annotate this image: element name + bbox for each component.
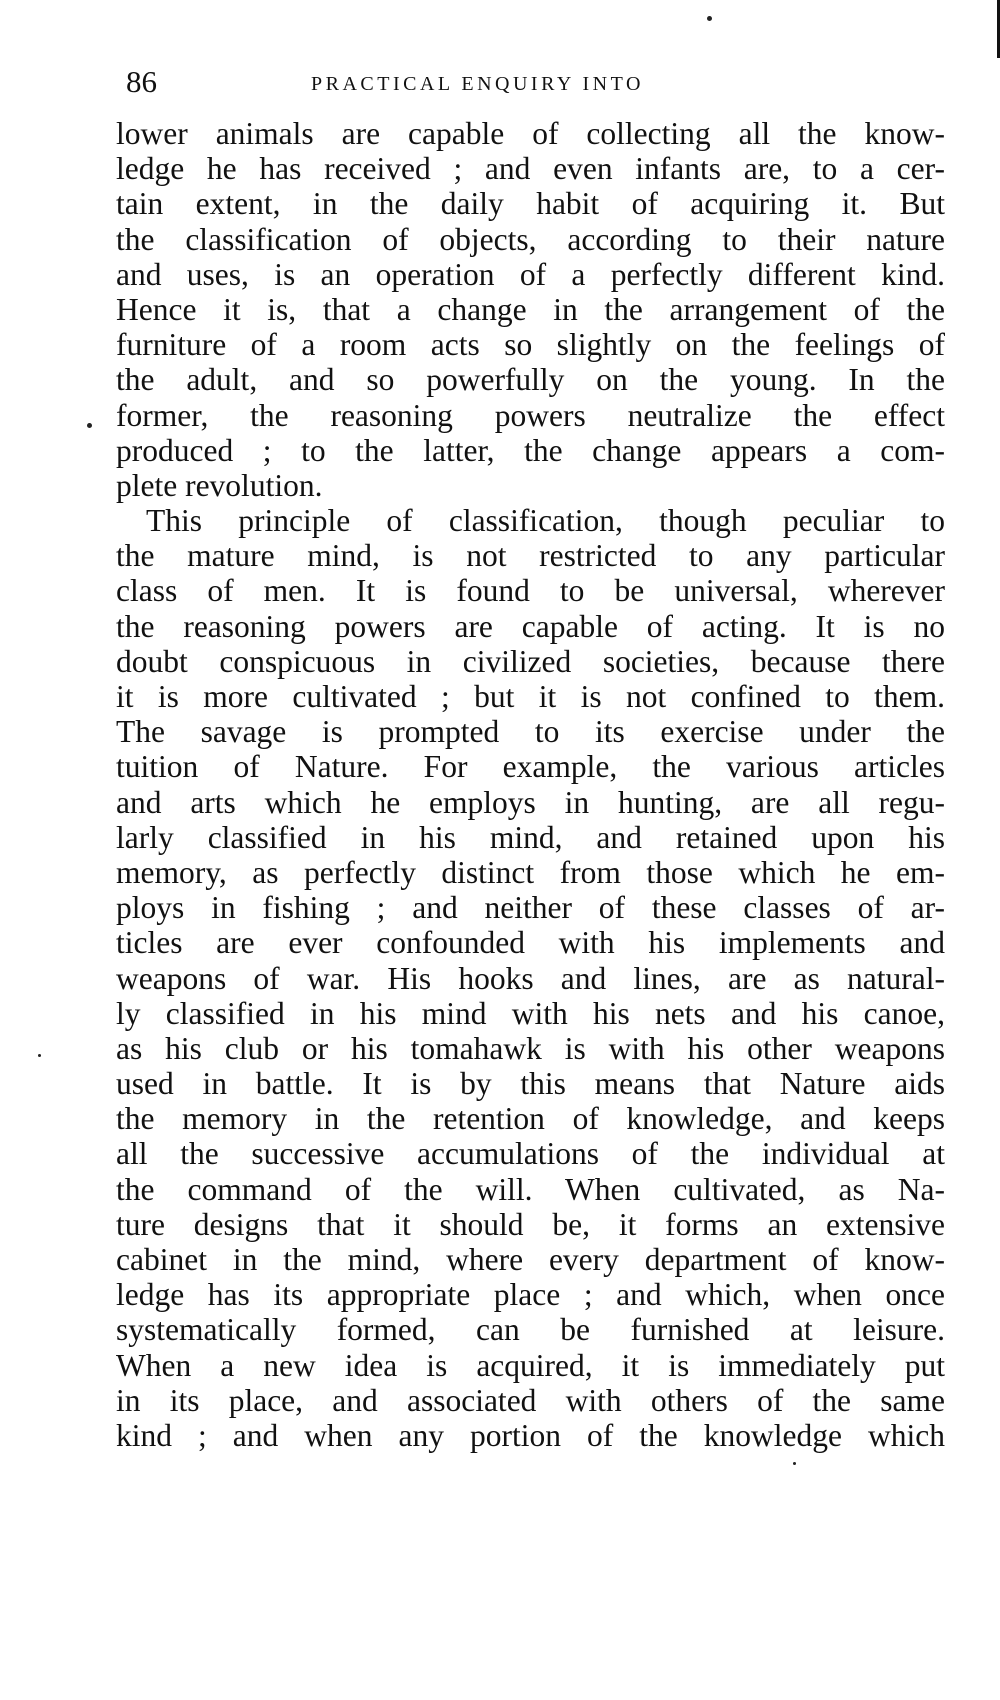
text-line: tuition of Nature. For example, the various articles xyxy=(116,749,945,785)
ink-speck xyxy=(87,423,92,428)
ink-speck xyxy=(707,16,712,21)
text-line: as his club or his tomahawk is with his other weapons xyxy=(116,1030,945,1066)
page-number: 86 xyxy=(126,64,157,99)
text-line: cabinet in the mind, where every department of know- xyxy=(116,1242,945,1277)
text-line: ledge he has received ; and even infants are, to a cer- xyxy=(116,151,945,187)
text-line: kind ; and when any portion of the knowledge which xyxy=(116,1417,945,1453)
text-line: plete revolution. xyxy=(116,467,323,503)
text-line: and uses, is an operation of a perfectly different kind. xyxy=(116,256,945,292)
text-line: ploys in fishing ; and neither of these classes of ar- xyxy=(116,890,945,926)
text-line: doubt conspicuous in civilized societies, because there xyxy=(116,643,945,679)
paragraph xyxy=(116,503,945,1453)
text-line: ticles are ever confounded with his implements and xyxy=(116,925,945,961)
text-line: class of men. It is found to be universal, wherever xyxy=(116,573,945,609)
text-line: The savage is prompted to its exercise under the xyxy=(116,714,945,750)
ink-speck xyxy=(38,1054,41,1057)
text-line: When a new idea is acquired, it is immediately put xyxy=(116,1347,945,1383)
text-line: memory, as perfectly distinct from those which he em- xyxy=(116,854,945,890)
text-line: tain extent, in the daily habit of acquiring it. But xyxy=(116,186,945,222)
text-line: former, the reasoning powers neutralize the effect xyxy=(116,397,945,433)
page-header xyxy=(126,62,946,102)
text-line: Hence it is, that a change in the arrangement of the xyxy=(116,291,945,327)
text-line: the command of the will. When cultivated, as Na- xyxy=(116,1171,945,1207)
text-line: all the successive accumulations of the individual at xyxy=(116,1136,945,1172)
paragraph xyxy=(116,116,945,503)
text-line: it is more cultivated ; but it is not confined to them. xyxy=(116,679,945,714)
text-line: and arts which he employs in hunting, are all regu- xyxy=(116,784,945,820)
text-line: systematically formed, can be furnished at leisure. xyxy=(116,1312,945,1348)
body-text xyxy=(116,116,945,1453)
text-line: the memory in the retention of knowledge, and keeps xyxy=(116,1101,945,1137)
text-line: produced ; to the latter, the change appears a com- xyxy=(116,432,945,468)
text-line: the reasoning powers are capable of acting. It is no xyxy=(116,608,945,644)
text-line: in its place, and associated with others of the same xyxy=(116,1382,945,1418)
text-line: the classification of objects, according to their nature xyxy=(116,221,945,257)
text-line: ledge has its appropriate place ; and which, when once xyxy=(116,1277,945,1313)
text-line: the adult, and so powerfully on the young. In the xyxy=(116,362,945,398)
text-line: larly classified in his mind, and retained upon his xyxy=(116,819,945,855)
ink-speck xyxy=(793,1462,796,1465)
text-line: weapons of war. His hooks and lines, are as natural- xyxy=(116,960,945,996)
running-title: PRACTICAL ENQUIRY INTO xyxy=(311,73,644,95)
text-line: lower animals are capable of collecting all the know- xyxy=(116,116,945,151)
text-line: furniture of a room acts so slightly on the feelings of xyxy=(116,327,945,363)
text-line: ture designs that it should be, it forms an extensive xyxy=(116,1206,945,1242)
text-line: ly classified in his mind with his nets and his canoe, xyxy=(116,995,945,1031)
text-line: the mature mind, is not restricted to any particular xyxy=(116,538,945,574)
text-line: This principle of classification, though peculiar to xyxy=(146,503,945,539)
text-line: used in battle. It is by this means that Nature aids xyxy=(116,1066,945,1102)
